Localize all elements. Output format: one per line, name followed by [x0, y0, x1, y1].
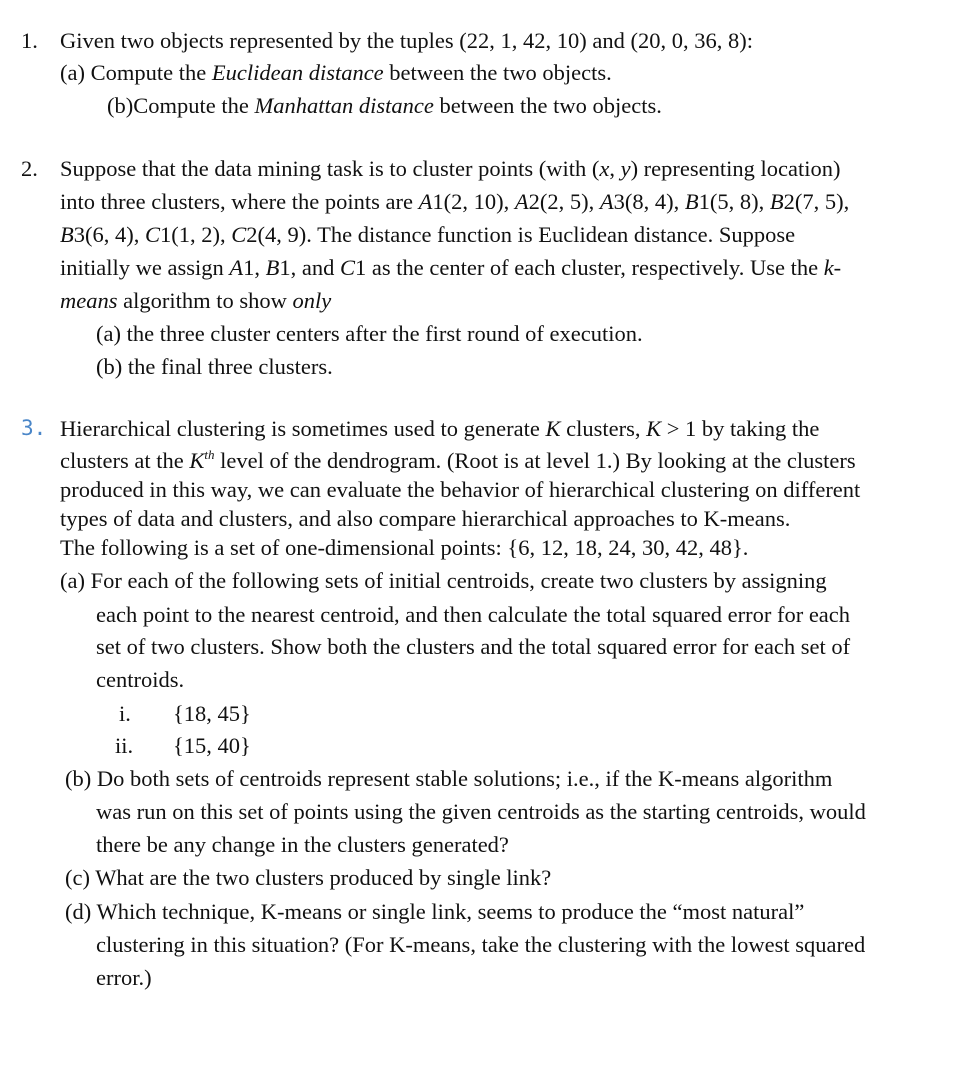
question-3a-line-3: set of two clusters. Show both the clusters and the total squared error for each set of	[96, 634, 851, 659]
question-3d-line-3: error.)	[96, 965, 152, 990]
q2-l5-means: means	[60, 288, 118, 313]
q3-l2-sup: th	[204, 447, 215, 462]
q2-l2-p3: A	[599, 189, 614, 214]
q2-l2-text: into three clusters, where the points are	[60, 189, 419, 214]
q2-l4-p2: B	[265, 255, 280, 280]
q2-l1-x: x	[599, 156, 610, 181]
q2-l3-v3: 2(4, 9). The distance function is Euclidean distance. Suppose	[246, 222, 796, 247]
question-1b	[107, 95, 662, 118]
q3a-i-label: i.	[119, 701, 131, 726]
q2-l4-text-b: 1,	[243, 255, 266, 280]
q2-l4-text-a: initially we assign	[60, 255, 230, 280]
q2-l4-p3: C	[339, 255, 355, 280]
q3-l1-k2: K	[646, 416, 662, 441]
question-3-line-1	[60, 418, 819, 441]
question-3a-line-1: (a) For each of the following sets of initial centroids, create two clusters by assigning	[60, 568, 827, 593]
q2-l4-text-d: 1 as the center of each cluster, respectively. Use the	[355, 255, 824, 280]
q1b-label: (b)	[107, 93, 134, 118]
question-2-line-4	[60, 257, 841, 280]
q2-l2-p4: B	[684, 189, 699, 214]
q1a-label: (a)	[60, 60, 85, 85]
question-2-number: 2.	[21, 156, 38, 181]
question-3a-line-2: each point to the nearest centroid, and then calculate the total squared error for each	[96, 602, 851, 627]
q2-l4-text-c: 1, and	[279, 255, 340, 280]
question-2b: (b) the final three clusters.	[96, 354, 333, 379]
q1a-pre: Compute the	[90, 60, 212, 85]
q3-l1-text-a: Hierarchical clustering is sometimes used to generate	[60, 416, 546, 441]
q2-l2-p5: B	[769, 189, 784, 214]
q3-l1-text-c: > 1 by taking the	[661, 416, 820, 441]
question-3-line-5: The following is a set of one-dimensional points: {6, 12, 18, 24, 30, 42, 48}.	[60, 535, 749, 560]
q2-l4-p1: A	[229, 255, 244, 280]
question-1-line-1: Given two objects represented by the tuples (22, 1, 42, 10) and (20, 0, 36, 8):	[60, 28, 753, 53]
q3-l2-k: K	[189, 448, 205, 473]
question-1-number: 1.	[21, 28, 38, 53]
q2-l2-p1: A	[418, 189, 433, 214]
q2-l3-v2: 1(1, 2),	[160, 222, 232, 247]
question-3-line-2	[60, 447, 856, 473]
question-3b-line-1: (b) Do both sets of centroids represent stable solutions; i.e., if the K-means algorithm	[65, 766, 833, 791]
question-3d-line-2: clustering in this situation? (For K-means, take the clustering with the lowest squared	[96, 932, 866, 957]
q2-l2-p2: A	[514, 189, 529, 214]
q3-l1-text-b: clusters,	[560, 416, 647, 441]
q1a-term: Euclidean distance	[211, 60, 384, 85]
q2-l1-y: y	[620, 156, 631, 181]
q2-l5-only: only	[292, 288, 332, 313]
q2-l2-v1: 1(2, 10),	[432, 189, 515, 214]
question-3-number: 3.	[21, 416, 47, 440]
q2-l3-v1: 3(6, 4),	[73, 222, 145, 247]
question-3b-line-3: there be any change in the clusters generated?	[96, 832, 509, 857]
question-2-line-5	[60, 290, 331, 313]
q1a-post: between the two objects.	[383, 60, 612, 85]
q2-l5-text: algorithm to show	[117, 288, 293, 313]
question-2-line-2	[60, 191, 849, 214]
q3a-ii-label: ii.	[115, 733, 134, 758]
q3-l2-text-b: level of the dendrogram. (Root is at level 1.) By looking at the clusters	[214, 448, 856, 473]
question-3d-line-1: (d) Which technique, K-means or single link, seems to produce the “most natural”	[65, 899, 805, 924]
q2-l1-text-c: ) representing location)	[630, 156, 841, 181]
q2-l2-v5: 2(7, 5),	[783, 189, 850, 214]
question-2a: (a) the three cluster centers after the first round of execution.	[96, 321, 643, 346]
question-2-line-3	[60, 224, 795, 247]
q2-l3-p3: C	[231, 222, 247, 247]
q2-l1-text-b: ,	[609, 156, 621, 181]
question-3-line-4: types of data and clusters, and also compare hierarchical approaches to K-means.	[60, 506, 791, 531]
q2-l3-p1: B	[60, 222, 74, 247]
q3-l2-text-a: clusters at the	[60, 448, 190, 473]
q2-l2-v2: 2(2, 5),	[528, 189, 600, 214]
q1b-term: Manhattan distance	[254, 93, 434, 118]
q2-l3-p2: C	[145, 222, 161, 247]
q3a-ii-value: {15, 40}	[173, 733, 251, 758]
q1b-post: between the two objects.	[433, 93, 662, 118]
q2-l4-k: k-	[823, 255, 842, 280]
question-3b-line-2: was run on this set of points using the given centroids as the starting centroids, would	[96, 799, 866, 824]
question-3-line-3: produced in this way, we can evaluate the behavior of hierarchical clustering on different	[60, 477, 861, 502]
q2-l1-text-a: Suppose that the data mining task is to cluster points (with (	[60, 156, 600, 181]
q1b-pre: Compute the	[133, 93, 255, 118]
question-2-line-1	[60, 158, 840, 181]
q3a-i-value: {18, 45}	[173, 701, 251, 726]
q2-l2-v4: 1(5, 8),	[698, 189, 770, 214]
q2-l2-v3: 3(8, 4),	[613, 189, 685, 214]
question-1a	[60, 62, 612, 85]
question-3c: (c) What are the two clusters produced by single link?	[65, 865, 552, 890]
question-3a-line-4: centroids.	[96, 667, 185, 692]
q3-l1-k: K	[545, 416, 561, 441]
